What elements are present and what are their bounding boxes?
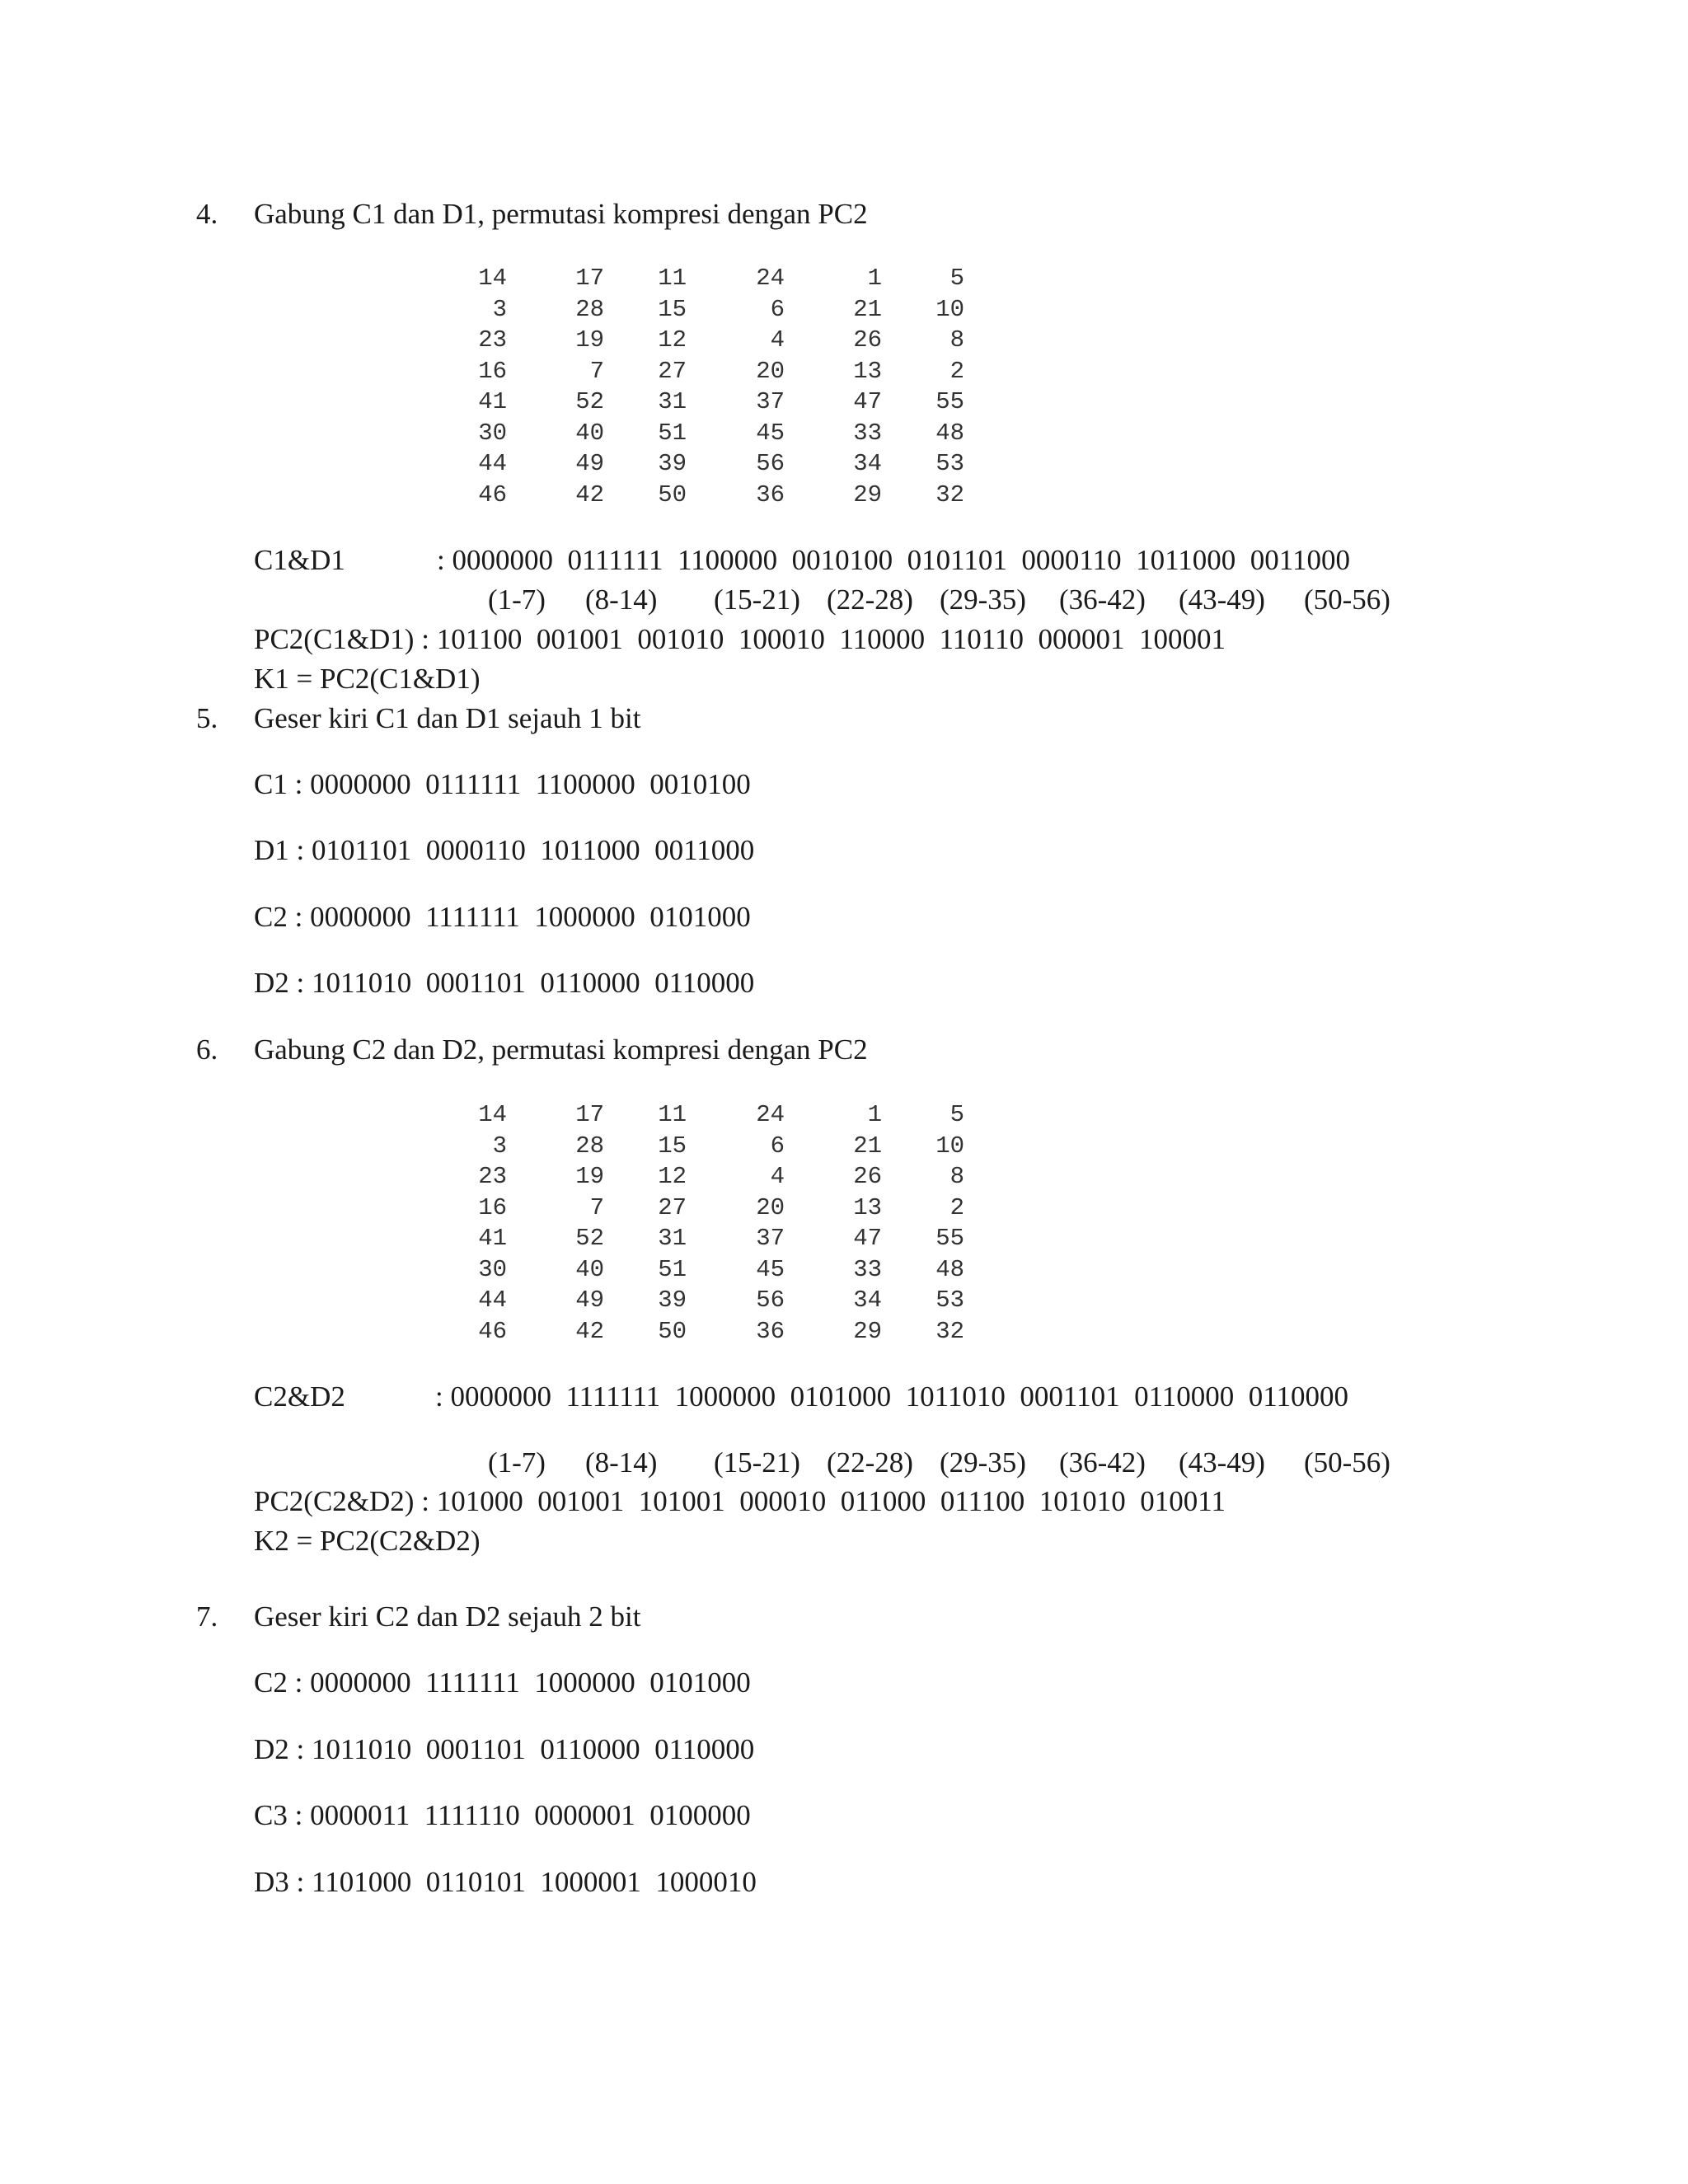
pc2-cell: 48 — [935, 1255, 964, 1283]
pc2-row — [445, 294, 989, 326]
pc2-table-2 — [445, 1099, 989, 1347]
pc2-cell: 13 — [853, 1193, 882, 1221]
pc2-cell: 53 — [935, 450, 964, 477]
c1d1-label: C1&D1 — [254, 544, 345, 576]
step-7-number: 7. — [196, 1601, 218, 1633]
pc2-cell: 15 — [658, 1132, 687, 1160]
pc2-cell: 37 — [756, 388, 785, 415]
pc2-cell: 51 — [658, 419, 687, 447]
pc2-c2d2-line: PC2(C2&D2) : 101000 001001 101001 000010 011000 011100 101010 010011 — [254, 1485, 1226, 1517]
pc2-cell: 23 — [478, 1163, 507, 1190]
pc2-cell: 29 — [853, 480, 882, 509]
step-5-number: 5. — [196, 702, 218, 734]
pc2-cell: 4 — [770, 326, 785, 354]
pc2-table-1 — [445, 263, 989, 510]
pc2-cell: 33 — [853, 1255, 882, 1283]
pc2-cell: 8 — [950, 326, 964, 354]
pc2-cell: 44 — [478, 1286, 507, 1314]
pc2-cell: 36 — [756, 1317, 785, 1345]
pc2-cell: 42 — [575, 480, 604, 509]
c1-line: C1 : 0000000 0111111 1100000 0010100 — [254, 768, 751, 800]
pc2-cell: 21 — [853, 295, 882, 323]
pc2-row — [445, 1193, 989, 1224]
pc2-cell: 20 — [756, 1193, 785, 1221]
pc2-cell: 8 — [950, 1163, 964, 1190]
step-5-title: Geser kiri C1 dan D1 sejauh 1 bit — [254, 702, 641, 734]
index-label: (8-14) — [585, 1446, 658, 1479]
pc2-cell: 19 — [575, 326, 604, 354]
pc2-row — [445, 418, 989, 449]
pc2-cell: 10 — [935, 295, 964, 323]
pc2-cell: 1 — [867, 1101, 882, 1128]
pc2-cell: 33 — [853, 419, 882, 447]
pc2-cell: 28 — [575, 295, 604, 323]
pc2-cell: 46 — [478, 480, 507, 509]
index-label: (1-7) — [488, 1446, 546, 1479]
pc2-cell: 17 — [575, 1101, 604, 1128]
c2d2-value: : 0000000 1111111 1000000 0101000 1011010 0001101 0110000 0110000 — [435, 1380, 1348, 1413]
pc2-row — [445, 263, 989, 294]
pc2-cell: 5 — [950, 1101, 964, 1128]
pc2-cell: 20 — [756, 357, 785, 385]
step-6-title: Gabung C2 dan D2, permutasi kompresi dengan PC2 — [254, 1033, 868, 1066]
c2d2-label: C2&D2 — [254, 1380, 345, 1413]
index-label: (29-35) — [940, 1446, 1026, 1479]
pc2-cell: 41 — [478, 388, 507, 415]
c2-line: C2 : 0000000 1111111 1000000 0101000 — [254, 901, 751, 933]
pc2-cell: 10 — [935, 1132, 964, 1160]
pc2-cell: 24 — [756, 1101, 785, 1128]
pc2-cell: 56 — [756, 1286, 785, 1314]
d2-line: D2 : 1011010 0001101 0110000 0110000 — [254, 967, 755, 999]
pc2-cell: 52 — [575, 388, 604, 415]
pc2-cell: 17 — [575, 265, 604, 292]
pc2-cell: 56 — [756, 450, 785, 477]
pc2-cell: 49 — [575, 1286, 604, 1314]
index-label: (50-56) — [1304, 583, 1390, 616]
pc2-cell: 2 — [950, 1193, 964, 1221]
pc2-cell: 11 — [658, 265, 687, 292]
pc2-cell: 16 — [478, 1193, 507, 1221]
pc2-cell: 31 — [658, 388, 687, 415]
pc2-cell: 1 — [867, 265, 882, 292]
d1-line: D1 : 0101101 0000110 1011000 0011000 — [254, 834, 755, 866]
index-label: (1-7) — [488, 583, 546, 616]
pc2-cell: 2 — [950, 357, 964, 385]
pc2-cell: 15 — [658, 295, 687, 323]
pc2-c1d1-line: PC2(C1&D1) : 101100 001001 001010 100010 110000 110110 000001 100001 — [254, 623, 1226, 655]
pc2-row — [445, 1316, 989, 1347]
pc2-cell: 46 — [478, 1317, 507, 1345]
pc2-cell: 39 — [658, 450, 687, 477]
pc2-cell: 19 — [575, 1163, 604, 1190]
pc2-cell: 32 — [935, 480, 964, 509]
pc2-cell: 39 — [658, 1286, 687, 1314]
pc2-cell: 34 — [853, 1286, 882, 1314]
pc2-cell: 27 — [658, 357, 687, 385]
pc2-cell: 26 — [853, 326, 882, 354]
pc2-row — [445, 1161, 989, 1193]
pc2-cell: 12 — [658, 326, 687, 354]
index-label: (22-28) — [827, 583, 913, 616]
pc2-cell: 47 — [853, 1225, 882, 1252]
pc2-cell: 26 — [853, 1163, 882, 1190]
pc2-cell: 45 — [756, 419, 785, 447]
pc2-cell: 36 — [756, 480, 785, 509]
pc2-row — [445, 480, 989, 511]
pc2-row — [445, 325, 989, 356]
index-label: (22-28) — [827, 1446, 913, 1479]
pc2-cell: 40 — [575, 1255, 604, 1283]
pc2-cell: 28 — [575, 1132, 604, 1160]
index-label: (29-35) — [940, 583, 1026, 616]
pc2-cell: 4 — [770, 1163, 785, 1190]
pc2-cell: 32 — [935, 1317, 964, 1345]
pc2-cell: 30 — [478, 419, 507, 447]
step-7-title: Geser kiri C2 dan D2 sejauh 2 bit — [254, 1601, 641, 1633]
pc2-cell: 7 — [589, 357, 604, 385]
pc2-cell: 49 — [575, 450, 604, 477]
pc2-row — [445, 1131, 989, 1162]
step-4-number: 4. — [196, 198, 218, 230]
index-label: (36-42) — [1059, 583, 1146, 616]
c3-line: C3 : 0000011 1111110 0000001 0100000 — [254, 1799, 751, 1831]
pc2-cell: 50 — [658, 1317, 687, 1345]
pc2-cell: 12 — [658, 1163, 687, 1190]
pc2-cell: 45 — [756, 1255, 785, 1283]
pc2-cell: 50 — [658, 480, 687, 509]
pc2-cell: 55 — [935, 1225, 964, 1252]
k2-line: K2 = PC2(C2&D2) — [254, 1525, 481, 1557]
index-label: (36-42) — [1059, 1446, 1146, 1479]
pc2-cell: 3 — [492, 1132, 507, 1160]
index-label: (50-56) — [1304, 1446, 1390, 1479]
index-label: (43-49) — [1179, 583, 1265, 616]
pc2-cell: 41 — [478, 1225, 507, 1252]
c2-shift-line: C2 : 0000000 1111111 1000000 0101000 — [254, 1666, 751, 1699]
c1d1-value: : 0000000 0111111 1100000 0010100 0101101 0000110 1011000 0011000 — [437, 544, 1350, 576]
pc2-cell: 7 — [589, 1193, 604, 1221]
pc2-cell: 34 — [853, 450, 882, 477]
pc2-row — [445, 356, 989, 387]
pc2-cell: 14 — [478, 1101, 507, 1128]
d2-shift-line: D2 : 1011010 0001101 0110000 0110000 — [254, 1733, 755, 1765]
pc2-cell: 21 — [853, 1132, 882, 1160]
pc2-cell: 47 — [853, 388, 882, 415]
pc2-row — [445, 387, 989, 418]
pc2-cell: 29 — [853, 1317, 882, 1345]
d3-line: D3 : 1101000 0110101 1000001 1000010 — [254, 1866, 757, 1898]
pc2-cell: 31 — [658, 1225, 687, 1252]
pc2-cell: 40 — [575, 419, 604, 447]
pc2-row — [445, 1099, 989, 1131]
pc2-cell: 13 — [853, 357, 882, 385]
pc2-row — [445, 1285, 989, 1316]
index-label: (15-21) — [714, 1446, 800, 1479]
pc2-cell: 37 — [756, 1225, 785, 1252]
pc2-cell: 24 — [756, 265, 785, 292]
pc2-cell: 52 — [575, 1225, 604, 1252]
pc2-cell: 3 — [492, 295, 507, 323]
pc2-cell: 27 — [658, 1193, 687, 1221]
pc2-cell: 16 — [478, 357, 507, 385]
k1-line: K1 = PC2(C1&D1) — [254, 663, 481, 695]
pc2-cell: 44 — [478, 450, 507, 477]
pc2-cell: 5 — [950, 265, 964, 292]
pc2-row — [445, 1254, 989, 1286]
index-label: (15-21) — [714, 583, 800, 616]
index-label: (8-14) — [585, 583, 658, 616]
index-label: (43-49) — [1179, 1446, 1265, 1479]
pc2-cell: 6 — [770, 1132, 785, 1160]
step-4-title: Gabung C1 dan D1, permutasi kompresi dengan PC2 — [254, 198, 868, 230]
pc2-cell: 30 — [478, 1255, 507, 1283]
pc2-cell: 6 — [770, 295, 785, 323]
step-6-number: 6. — [196, 1033, 218, 1066]
pc2-cell: 23 — [478, 326, 507, 354]
pc2-row — [445, 448, 989, 480]
pc2-cell: 53 — [935, 1286, 964, 1314]
pc2-cell: 51 — [658, 1255, 687, 1283]
pc2-cell: 42 — [575, 1317, 604, 1345]
pc2-row — [445, 1223, 989, 1254]
pc2-cell: 48 — [935, 419, 964, 447]
pc2-cell: 11 — [658, 1101, 687, 1128]
pc2-cell: 14 — [478, 265, 507, 292]
pc2-cell: 55 — [935, 388, 964, 415]
